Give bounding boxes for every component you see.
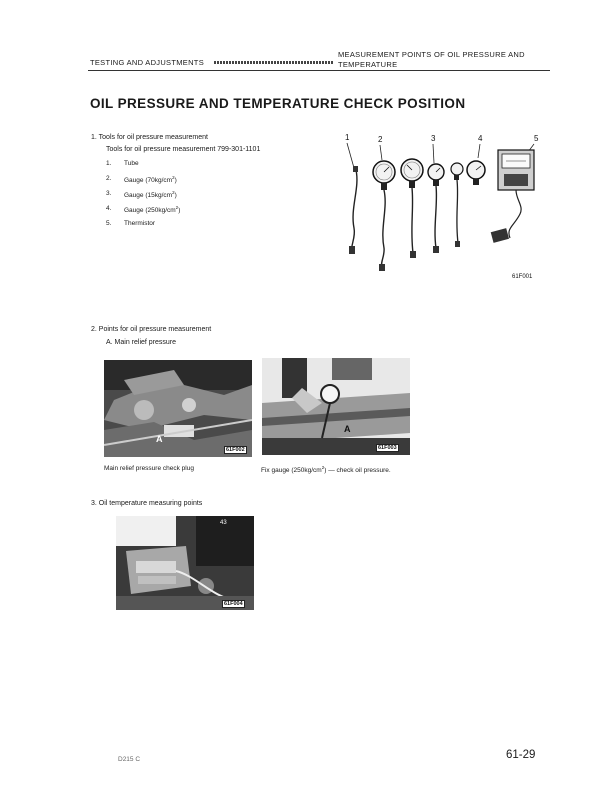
section3-heading: 3. Oil temperature measuring points [91,500,203,507]
caption-main-relief: Main relief pressure check plug [104,465,194,472]
caption-gauge-fix-b: ) — check oil pressure. [324,467,391,475]
main-relief-photo-image [104,360,252,457]
caption-gauge-fix [261,465,391,474]
gauge-fix-photo-image [262,358,410,455]
figure-label-3: 3 [431,134,436,143]
caption-gauge-fix-a: Fix gauge (250kg/cm [261,467,322,475]
tool-item-4-sup: 2 [175,205,179,210]
header-rule [88,70,550,71]
header-topic-line1: MEASUREMENT POINTS OF OIL PRESSURE AND [338,50,525,59]
page-number: 61-29 [506,749,536,761]
gauge-fix-photo-tag: A [344,424,351,434]
tool-item-1 [106,160,139,167]
section2-heading: 2. Points for oil pressure measurement [91,326,212,333]
gauge-fix-photo-code: 61F003 [378,445,397,451]
section2-subheading: A. Main relief pressure [106,339,177,346]
gauge-4-icon [467,161,485,185]
tool-item-3 [106,190,177,200]
header-dotted-leader [214,61,334,64]
figure-label-2: 2 [378,135,383,144]
oil-temp-photo-image [116,516,254,610]
tool-item-4-tail: ) [178,207,181,215]
tools-figure [330,128,550,288]
tube-icon [349,166,358,254]
tool-item-3-num: 3. [106,190,112,197]
tools-figure-code: 61F001 [512,274,533,280]
tool-item-1-text: Tube [124,160,139,167]
main-relief-photo-tag: A [156,434,163,444]
tool-item-1-num: 1. [106,160,112,167]
tool-item-2-num: 2. [106,175,112,182]
header-topic-line2: TEMPERATURE [338,60,398,69]
oil-temp-photo [116,516,254,610]
figure-label-1: 1 [345,133,350,142]
section1-subheading: Tools for oil pressure measurement 799-301-1101 [106,146,261,153]
thermistor-icon [491,150,534,243]
tool-item-3-sup: 2 [172,190,175,195]
main-relief-photo-code: 61F002 [226,447,245,453]
tool-item-2-tail: ) [174,177,177,185]
footer-model: D215 C [118,756,141,763]
tool-item-3-text: Gauge (15kg/cm [124,192,173,200]
tool-item-5-num: 5. [106,220,112,227]
figure-label-5: 5 [534,134,539,143]
header-section-title: TESTING AND ADJUSTMENTS [90,58,204,67]
tool-item-4-text: Gauge (250kg/cm [124,207,176,215]
figure-label-4: 4 [478,134,483,143]
gauge-fix-photo [262,358,410,455]
tool-item-2-sup: 2 [172,175,175,180]
caption-gauge-fix-sup: 2 [321,465,325,470]
tool-item-5-text: Thermistor [124,220,156,227]
gauge-15-icon [401,159,423,258]
page-title: OIL PRESSURE AND TEMPERATURE CHECK POSITION [90,96,466,111]
tool-item-3-tail: ) [174,192,177,200]
tool-item-4 [106,205,181,215]
tool-item-5 [106,220,156,227]
tool-item-2 [106,175,177,185]
tool-item-4-num: 4. [106,205,112,212]
oil-temp-photo-code: 61F004 [224,601,243,607]
gauge-250-icon [428,164,444,253]
section1-heading: 1. Tools for oil pressure measurement [91,134,208,141]
small-gauge-icon [451,163,463,247]
tool-item-2-text: Gauge (70kg/cm [124,177,173,185]
oil-temp-photo-mark: 43 [220,520,227,526]
gauge-70-icon [373,161,395,271]
main-relief-photo [104,360,252,457]
